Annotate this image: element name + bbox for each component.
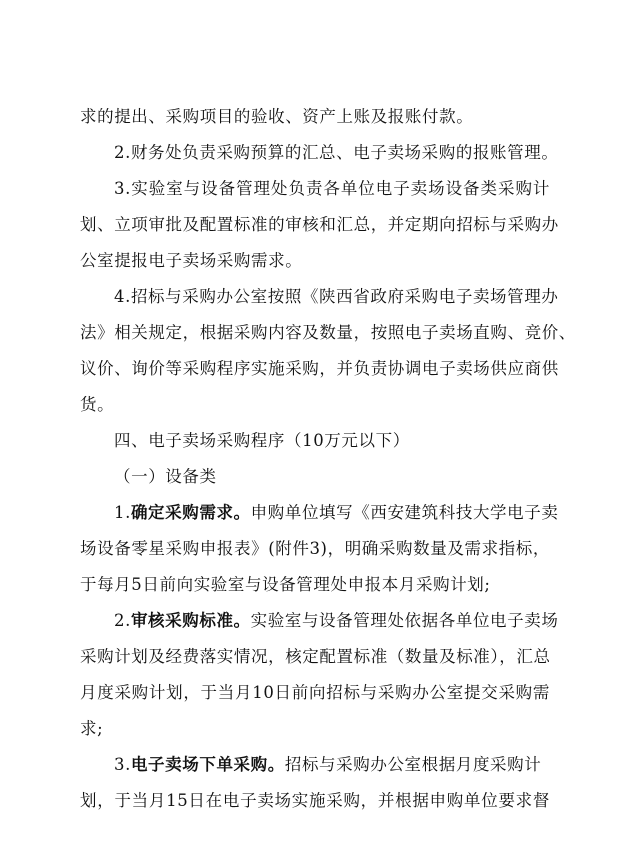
step-2-line-3: 月度采购计划，于当月10日前向招标与采购办公室提交采购需 [80, 683, 550, 702]
item-2-line: 2.财务处负责采购预算的汇总、电子卖场采购的报账管理。 [114, 143, 559, 162]
step-1-number: 1. [114, 503, 131, 522]
step-1-title: 确定采购需求。 [130, 503, 251, 522]
step-3-line-1-text: 招标与采购办公室根据月度采购计 [284, 755, 542, 774]
step-2-line-1-text: 实验室与设备管理处依据各单位电子卖场 [250, 611, 559, 630]
step-2-title: 审核采购标准。 [130, 611, 251, 630]
step-3-title: 电子卖场下单采购。 [130, 755, 285, 774]
subsection-heading: （一）设备类 [114, 467, 217, 486]
step-2-line-1 [114, 603, 559, 639]
item-4-line-4: 货。 [80, 395, 115, 414]
step-1-line-3: 于每月5日前向实验室与设备管理处申报本月采购计划; [80, 575, 491, 594]
step-3-line-1 [114, 747, 550, 783]
item-4-line-3: 议价、询价等采购程序实施采购，并负责协调电子卖场供应商供 [80, 359, 559, 378]
item-3-line-3: 公室提报电子卖场采购需求。 [80, 251, 303, 270]
step-3-number: 3. [114, 755, 131, 774]
section-heading: 四、电子卖场采购程序（10万元以下） [114, 431, 410, 450]
item-4-line-1: 4.招标与采购办公室按照《陕西省政府采购电子卖场管理办 [114, 287, 559, 306]
step-3-line-2: 划，于当月15日在电子卖场实施采购，并根据申购单位要求督 [80, 791, 550, 810]
paragraph-line: 求的提出、采购项目的验收、资产上账及报账付款。 [80, 107, 474, 126]
item-3-line-1: 3.实验室与设备管理处负责各单位电子卖场设备类采购计 [114, 179, 550, 198]
step-1-line-1 [114, 495, 559, 531]
step-2-line-4: 求; [80, 719, 104, 738]
item-4-line-2: 法》相关规定，根据采购内容及数量，按照电子卖场直购、竞价、 [80, 323, 576, 342]
step-1-line-1-text: 申购单位填写《西安建筑科技大学电子卖 [250, 503, 559, 522]
step-2-line-2: 采购计划及经费落实情况，核定配置标准（数量及标准），汇总 [80, 647, 551, 666]
item-3-line-2: 划、立项审批及配置标准的审核和汇总，并定期向招标与采购办 [80, 215, 559, 234]
step-1-line-2: 场设备零星采购申报表》(附件3)，明确采购数量及需求指标， [80, 539, 550, 558]
step-2-number: 2. [114, 611, 131, 630]
